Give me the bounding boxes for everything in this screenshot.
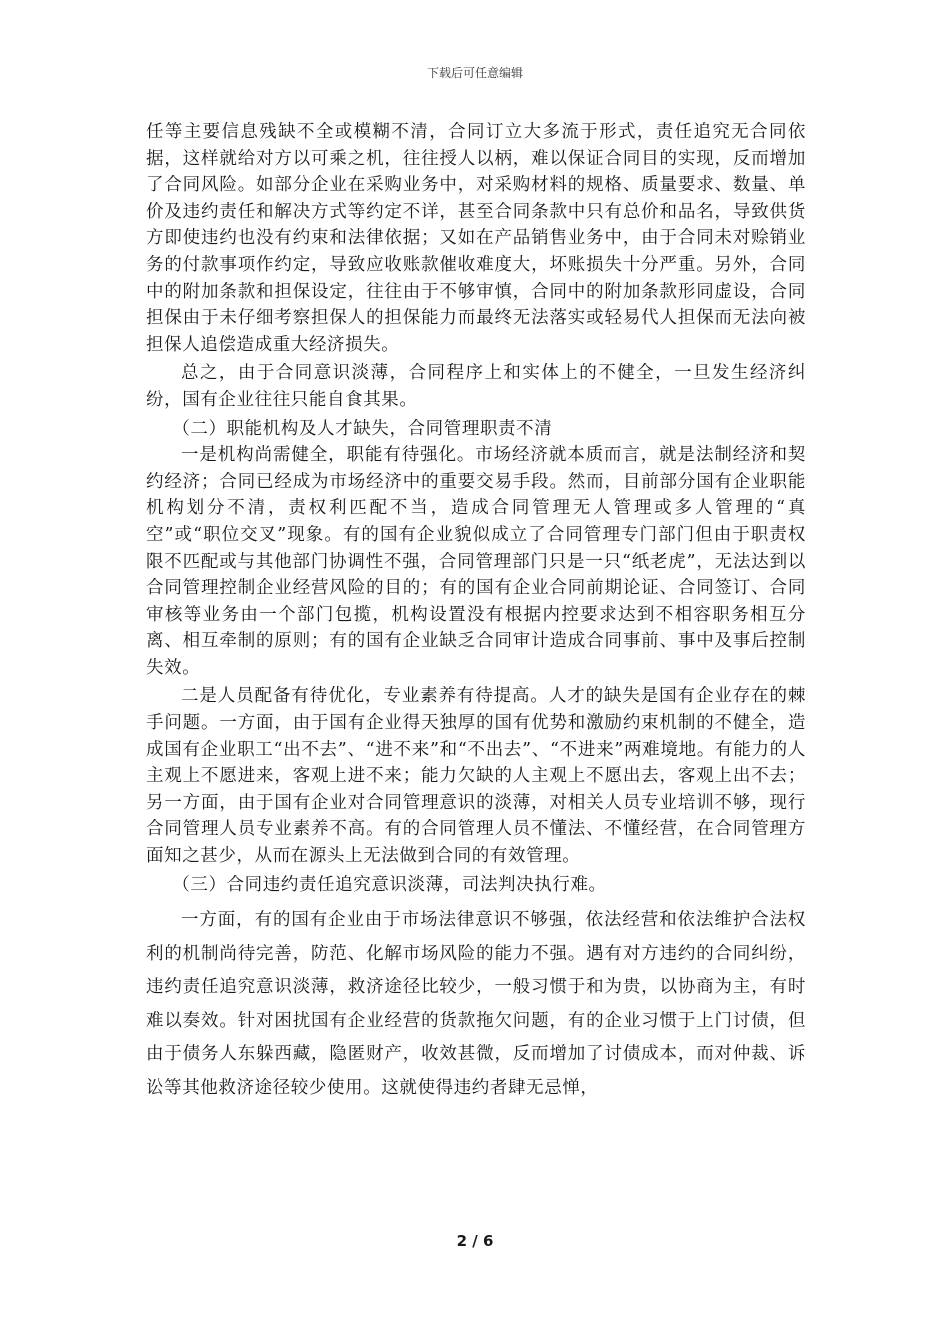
page-number: 2 / 6 [456,1232,494,1250]
paragraph-3: 一是机构尚需健全，职能有待强化。市场经济就本质而言，就是法制经济和契约经济；合同已经成为市场经济中的重要交易手段。然而，目前部分国有企业职能机构划分不清，责权利匹配不当，造成合同管理无人管理或多人管理的“真空”或“职位交叉”现象。有的国有企业貌似成立了合同管理专门部门但由于职责权限不匹配或与其他部门协调性不强，合同管理部门只是一只“纸老虎”，无法达到以合同管理控制企业经营风险的目的；有的国有企业合同前期论证、合同签订、合同审核等业务由一个部门包揽，机构设置没有根据内控要求达到不相容职务相互分离、相互牵制的原则；有的国有企业缺乏合同审计造成合同事前、事中及事后控制失效。 [146,445,806,678]
paragraph-5: 一方面，有的国有企业由于市场法律意识不够强，依法经营和依法维护合法权利的机制尚待完善，防范、化解市场风险的能力不强。遇有对方违约的合同纠纷，违约责任追究意识淡薄，救济途径比较少，一般习惯于和为贵，以协商为主，有时难以奏效。针对困扰国有企业经营的货款拖欠问题，有的企业习惯于上门讨债，但由于债务人东躲西藏，隐匿财产，收效甚微，反而增加了讨债成本，而对仲裁、诉讼等其他救济途径较少使用。这就使得违约者肆无忌惮， [146,910,806,1098]
section-heading-3: （三）合同违约责任追究意识淡薄，司法判决执行难。 [172,874,607,895]
page-header: 下载后可任意编辑 [426,66,523,80]
section-heading-2: （二）职能机构及人才缺失，合同管理职责不清 [172,418,553,439]
document-body [146,119,806,1105]
paragraph-4: 二是人员配备有待优化，专业素养有待提高。人才的缺失是国有企业存在的棘手问题。一方面，由于国有企业得天独厚的国有优势和激励约束机制的不健全，造成国有企业职工“出不去”、“进不来”和“不出去”、“不进来”两难境地。有能力的人主观上不愿进来，客观上进不来；能力欠缺的人主观上不愿出去，客观上出不去；另一方面，由于国有企业对合同管理意识的淡薄，对相关人员专业培训不够，现行合同管理人员专业素养不高。有的合同管理人员不懂法、不懂经营，在合同管理方面知之甚少，从而在源头上无法做到合同的有效管理。 [146,686,806,867]
paragraph-1: 任等主要信息残缺不全或模糊不清，合同订立大多流于形式，责任追究无合同依据，这样就给对方以可乘之机，往往授人以柄，难以保证合同目的实现，反而增加了合同风险。如部分企业在采购业务中，对采购材料的规格、质量要求、数量、单价及违约责任和解决方式等约定不详，甚至合同条款中只有总价和品名，导致供货方即使违约也没有约束和法律依据；又如在产品销售业务中，由于合同未对赊销业务的付款事项作约定，导致应收账款催收难度大，坏账损失十分严重。另外，合同中的附加条款和担保设定，往往由于不够审慎，合同中的附加条款形同虚设，合同担保由于未仔细考察担保人的担保能力而最终无法落实或轻易代人担保而无法向被担保人追偿造成重大经济损失。 [146,122,806,355]
paragraph-2: 总之，由于合同意识淡薄，合同程序上和实体上的不健全，一旦发生经济纠纷，国有企业往往只能自食其果。 [146,363,806,410]
